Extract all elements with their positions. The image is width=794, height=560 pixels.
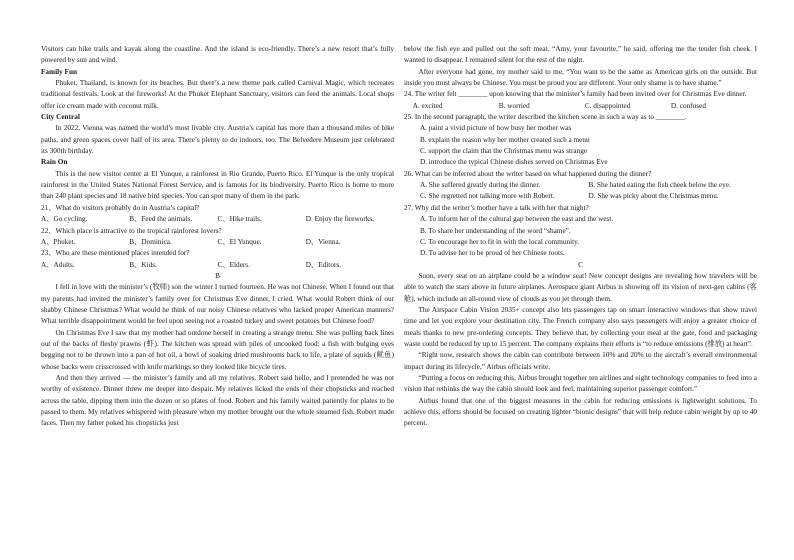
question-24-options (404, 101, 757, 112)
passage-c-paragraph-4: “Putting a focus on reducing this, Airbus brought together ten airlines and eight technology companies to feed into a vision that rethinks the way the cabin should look and feel, maintaining superior passenger comfort.” (404, 373, 757, 394)
option-d: D、Vienna. (305, 237, 341, 246)
passage-b-paragraph-1: I fell in love with the minister’s (牧师) son the winter I turned fourteen. He was not Chinese. When I found out that my parents had invited the minister’s family over for Christmas Eve dinner, I cried. What would Robert think of our shabby Chinese Christmas? What would he think of our noisy Chinese relatives who lacked proper American manners? What terrible disappointment would he feel upon seeing not a roasted turkey and sweet potatoes but Chinese food? (41, 283, 394, 326)
option-b: B、Feed the animals. (129, 215, 193, 224)
passage-c-paragraph-1: Soon, every seat on an airplane could be a window seat! New concept designs are revealing how travelers will be able to watch the stars above in future airplanes. Aerospace giant Airbus is showing off its vision of next-gen cabins (客舱), which include an all-round view of clouds as you jet through them. (404, 271, 757, 303)
section-heading-family-fun: Family Fun (41, 67, 78, 76)
question-26-options-row-1 (404, 180, 757, 191)
option-b: B. To share her understanding of the word “shame”. (419, 226, 571, 235)
left-column (41, 44, 394, 430)
option-a: A、Adults. (41, 260, 75, 269)
right-column (404, 44, 757, 430)
option-a: A. She suffered greatly during the dinner. (419, 181, 541, 190)
option-d: D. Enjoy the fireworks. (305, 215, 375, 224)
option-d: D. confused (670, 101, 706, 110)
family-fun-text: Phuket, Thailand, is known for its beaches. But there’s a new theme park called Carnival Magic, which recreates traditional festivals. Look at the fireworks! At the Phuket Elephant Sanctuary, visitors can feed the animals. Local shops offer ice cream made with coconut milk. (41, 79, 394, 110)
passage-b-paragraph-4: After everyone had gone, my mother said to me, “You want to be the same as American girls on the outside. But inside you must always be Chinese. You must be proud you are different. Your only shame is to have shame.” (404, 67, 757, 88)
question-25: 25. In the second paragraph, the writer described the kitchen scene in such a way as to ________. (404, 113, 687, 122)
question-22-options (41, 237, 394, 248)
question-22: 22、Which place is attractive to the tropical rainforest lovers? (41, 226, 222, 235)
option-d: D. She was picky about the Christmas menu. (588, 192, 719, 201)
rain-on-text: This is the new visitor center at El Yunque, a rainforest in Rio Grande, Puerto Rico. El Yunque is the only tropical rainforest in the United States National Forest Service, and is famous for its biodiversity. Puerto Rico is home to more than 240 plant species and 18 native bird species. You can spot many of them in the park. (41, 169, 394, 201)
section-label-c: C (578, 260, 583, 269)
option-a: A、Go cycling. (41, 215, 88, 224)
passage-a-intro: Visitors can hike trails and kayak along the coastline. And the island is eco-friendly. There’s a new resort that’s fully powered by sun and wind. (41, 45, 394, 65)
option-c: C、El Yunque. (217, 237, 262, 246)
question-21: 21、What do visitors probably do in Austria’s capital? (41, 203, 200, 212)
question-26: 26. What can be inferred about the writer based on what happened during the dinner? (404, 169, 652, 178)
option-a: A、Phuket. (41, 237, 76, 246)
option-c: C. To encourage her to fit in with the local community. (419, 237, 580, 246)
option-c: C. disappointed (584, 101, 631, 110)
option-b: B. She hated eating the fish cheek below the eye. (588, 181, 731, 190)
option-c: C. She regretted not talking more with Robert. (419, 192, 555, 201)
question-21-options (41, 214, 394, 225)
option-c: C、Elders. (217, 260, 250, 269)
section-label-b: B (215, 271, 220, 280)
passage-c-paragraph-5: Airbus found that one of the biggest measures in the cabin for reducing emissions is lightweight solutions. To achieve this, efforts should be focused on creating lighter “bionic designs” that will help reduce cabin weight by up to 40 percent. (404, 396, 757, 428)
passage-c-paragraph-3: “Right now, research shows the cabin can contribute between 10% and 20% to the aircraft’s overall environmental impact during its lifecycle,” Airbus officials write. (404, 351, 757, 371)
question-23: 23、Who are these mentioned places intended for? (41, 249, 190, 258)
option-c: C. support the claim that the Christmas menu was strange (419, 147, 588, 156)
option-a: A. To inform her of the cultural gap between the east and the west. (419, 215, 614, 224)
question-24: 24. The writer felt ________ upon knowing that the minister’s family had been invited over for Christmas Eve dinner. (404, 90, 747, 99)
city-central-text: In 2022, Vienna was named the world’s most livable city. Austria’s capital has more than a thousand miles of bike paths, and green spaces cover half of its area. There’s plenty to do indoors, too. The Belvedere Museum just celebrated its 300th birthday. (41, 124, 394, 156)
option-a: A. excited (412, 101, 443, 110)
option-b: B、Dominica. (129, 237, 172, 246)
question-23-options (41, 260, 394, 271)
section-heading-city-central: City Central (41, 113, 80, 122)
passage-b-paragraph-3: And then they arrived — the minister’s family and all my relatives. Robert said hello, and I pretended he was not worthy of existence. Dinner threw me deeper into despair. My relatives licked the ends of their chopsticks and reached across the table, dipping them into the dozen or so plates of food. Robert and his family waited patiently for plates to be passed to them. My relatives whispered with pleasure when my mother brought out the whole steamed fish. Robert made faces. Then my father poked his chopsticks just (41, 373, 394, 428)
option-b: B、Kids. (129, 260, 157, 269)
passage-c-paragraph-2: The Airspace Cabin Vision 2035+ concept also lets passengers tap on smart interactive windows that show travel time and let you explore your destination city. The French company also says passengers will enjoy a greater choice of meals thanks to new pre-ordering concepts. They believe that, by collecting your meal at the gate, food and packaging waste could be reduced by up to 15 percent. The company explains their efforts is “to reduce emissions (排放) at heart”. (404, 305, 757, 348)
option-b: B. worried (498, 101, 530, 110)
option-d: D. To advise her to be proud of her Chinese roots. (419, 249, 565, 258)
question-27: 27. Why did the writer’s mother have a talk with her that night? (404, 203, 589, 212)
option-b: B. explain the reason why her mother created such a menu (419, 135, 590, 144)
option-a: A. paint a vivid picture of how busy her mother was (419, 124, 572, 133)
option-d: D. introduce the typical Chinese dishes served on Christmas Eve (419, 158, 608, 167)
section-heading-rain-on: Rain On (41, 158, 68, 167)
passage-b-paragraph-2: On Christmas Eve I saw that my mother had outdone herself in creating a strange menu. She was pulling back lines out of the backs of fleshy prawns (虾). The kitchen was spread with piles of uncooked food: a fish with bulging eyes begging not to be thrown into a pan of hot oil, a bowl of soaking dried mushrooms back to life, a plate of squids (鱿鱼) whose backs were crisscrossed with knife markings so they looked like bicycle tires. (41, 328, 394, 371)
question-26-options-row-2 (404, 191, 757, 202)
option-d: D、Editors. (305, 260, 341, 269)
passage-b-paragraph-3-continued: below the fish eye and pulled out the soft meat. “Amy, your favourite,” he said, offering me the tender fish cheek. I wanted to disappear. I remained silent for the rest of the night. (404, 45, 757, 65)
option-c: C、Hike trails. (217, 215, 262, 224)
